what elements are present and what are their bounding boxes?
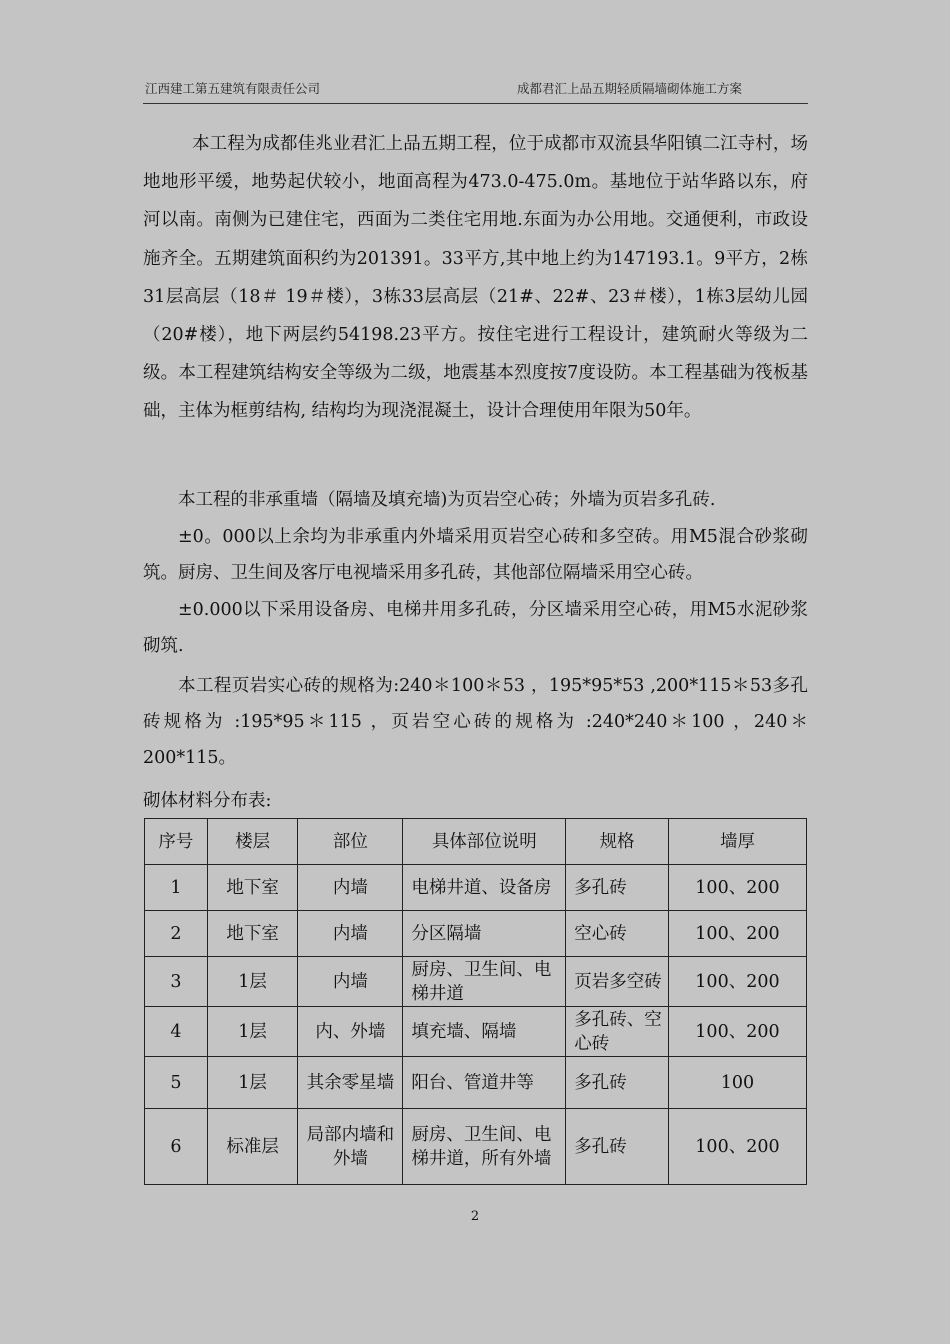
- page-number: 2: [470, 1209, 480, 1224]
- cell-index: 4: [145, 1007, 208, 1057]
- cell-thickness: 100、200: [668, 865, 806, 911]
- cell-spec: 页岩多空砖: [566, 957, 669, 1007]
- project-overview-paragraph: 本工程为成都佳兆业君汇上品五期工程，位于成都市双流县华阳镇二江寺村，场地地形平缓，地势起伏较小，地面高程为473.0-475.0m。基地位于站华路以东，府河以南。南侧为已建住宅，西面为二类住宅用地.东面为办公用地。交通便利，市政设施齐全。五期建筑面积约为201391。33平方,其中地上约为147193.1。9平方，2栋31层高层（18＃ 19＃楼），3栋33层高层（21#、22#、23＃楼），1栋3层幼儿园（20#楼），地下两层约54198.23平方。按住宅进行工程设计，建筑耐火等级为二级。本工程建筑结构安全等级为二级，地震基本烈度按7度设防。本工程基础为筏板基础，主体为框剪结构, 结构均为现浇混凝土，设计合理使用年限为50年。: [143, 134, 808, 422]
- header-divider: [143, 103, 808, 104]
- cell-floor: 1层: [207, 957, 298, 1007]
- table-header-row: [145, 819, 807, 865]
- cell-index: 3: [145, 957, 208, 1007]
- cell-description: 分区隔墙: [403, 911, 566, 957]
- wall-materials-section: [143, 482, 808, 665]
- table-row: [145, 1109, 807, 1185]
- cell-index: 1: [145, 865, 208, 911]
- cell-floor: 地下室: [207, 865, 298, 911]
- cell-floor: 1层: [207, 1057, 298, 1109]
- cell-spec: 多孔砖: [566, 1109, 669, 1185]
- brick-spec-paragraph: 本工程页岩实心砖的规格为:240＊100＊53 ，195*95*53 ,200*115＊53多孔砖规格为 :195*95＊115 ，页岩空心砖的规格为 :240*240＊100 ，240＊200*115。: [143, 676, 808, 768]
- cell-thickness: 100、200: [668, 1007, 806, 1057]
- masonry-materials-table: [144, 818, 807, 1185]
- cell-index: 2: [145, 911, 208, 957]
- wall-materials-line-3: ±0.000以下采用设备房、电梯井用多孔砖，分区墙采用空心砖，用M5水泥砂浆砌筑.: [143, 599, 808, 656]
- cell-spec: 多孔砖: [566, 865, 669, 911]
- cell-location: 内墙: [298, 865, 403, 911]
- cell-location: 内、外墙: [298, 1007, 403, 1057]
- header-cell-spec: 规格: [566, 819, 669, 865]
- cell-description: 电梯井道、设备房: [403, 865, 566, 911]
- cell-description: 厨房、卫生间、电梯井道，所有外墙: [403, 1109, 566, 1185]
- cell-location: 内墙: [298, 911, 403, 957]
- cell-thickness: 100、200: [668, 957, 806, 1007]
- table-row: [145, 957, 807, 1007]
- cell-floor: 1层: [207, 1007, 298, 1057]
- table-row: [145, 1007, 807, 1057]
- cell-thickness: 100: [668, 1057, 806, 1109]
- cell-description: 厨房、卫生间、电梯井道: [403, 957, 566, 1007]
- wall-materials-line-1: 本工程的非承重墙（隔墙及填充墙)为页岩空心砖；外墙为页岩多孔砖.: [178, 490, 716, 510]
- cell-description: 阳台、管道井等: [403, 1057, 566, 1109]
- header-cell-floor: 楼层: [207, 819, 298, 865]
- cell-index: 5: [145, 1057, 208, 1109]
- cell-spec: 多孔砖、空心砖: [566, 1007, 669, 1057]
- header-cell-description: 具体部位说明: [403, 819, 566, 865]
- table-caption: 砌体材料分布表:: [143, 791, 272, 811]
- cell-spec: 多孔砖: [566, 1057, 669, 1109]
- header-cell-index: 序号: [145, 819, 208, 865]
- cell-floor: 标准层: [207, 1109, 298, 1185]
- table-row: [145, 911, 807, 957]
- header-cell-location: 部位: [298, 819, 403, 865]
- cell-spec: 空心砖: [566, 911, 669, 957]
- header-document-title: 成都君汇上品五期轻质隔墙砌体施工方案: [517, 81, 743, 96]
- cell-thickness: 100、200: [668, 911, 806, 957]
- cell-description: 填充墙、隔墙: [403, 1007, 566, 1057]
- cell-location: 内墙: [298, 957, 403, 1007]
- cell-location: 局部内墙和外墙: [298, 1109, 403, 1185]
- cell-index: 6: [145, 1109, 208, 1185]
- cell-location: 其余零星墙: [298, 1057, 403, 1109]
- header-company: 江西建工第五建筑有限责任公司: [145, 81, 321, 96]
- table-row: [145, 1057, 807, 1109]
- table-row: [145, 865, 807, 911]
- header-cell-thickness: 墙厚: [668, 819, 806, 865]
- cell-thickness: 100、200: [668, 1109, 806, 1185]
- cell-floor: 地下室: [207, 911, 298, 957]
- wall-materials-line-2: ±0。000以上余均为非承重内外墙采用页岩空心砖和多空砖。用M5混合砂浆砌筑。厨房、卫生间及客厅电视墙采用多孔砖，其他部位隔墙采用空心砖。: [143, 526, 808, 583]
